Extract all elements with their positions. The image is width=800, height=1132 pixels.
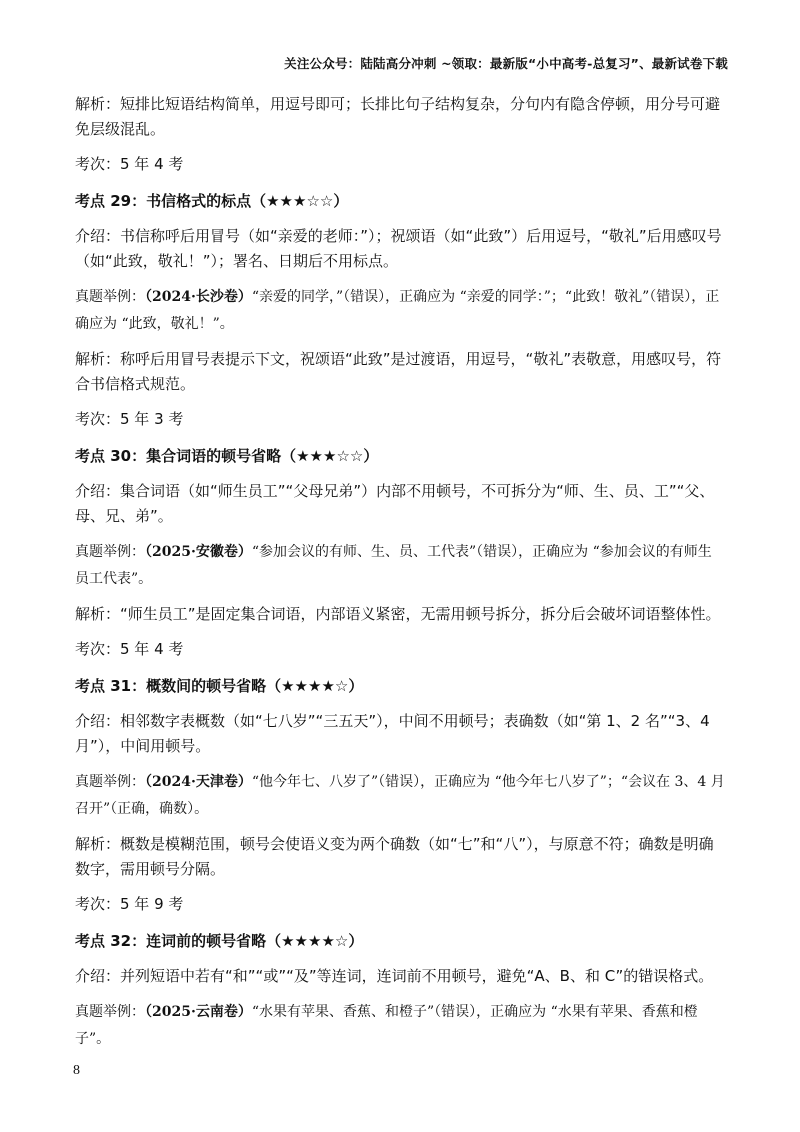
intro-paragraph: 介绍：相邻数字表概数（如“七八岁”“三五天”），中间不用顿号；表确数（如“第 1、2 名”“3、4 月”），中间用顿号。: [75, 712, 710, 755]
example-text: “水果有苹果、香蕉、和橙子”（错误），正确应为 “水果有苹果、香蕉和橙子”。: [75, 1004, 698, 1047]
intro-paragraph: 介绍：书信称呼后用冒号（如“亲爱的老师：”）；祝颂语（如“此致”）后用逗号，“敬礼”后用感叹号（如“此致，敬礼！”）；署名、日期后不用标点。: [75, 227, 722, 270]
page-number: 8: [73, 1063, 80, 1078]
section-heading-31: 考点 31：概数间的顿号省略（★★★★☆）: [75, 677, 364, 695]
example-source: （2025·云南卷）: [145, 1004, 252, 1020]
intro-paragraph: 介绍：集合词语（如“师生员工”“父母兄弟”）内部不用顿号，不可拆分为“师、生、员、工”“父、母、兄、弟”。: [75, 482, 715, 525]
example-label: 真题举例：: [75, 1004, 145, 1020]
analysis-paragraph: 解析：“师生员工”是固定集合词语，内部语义紧密，无需用顿号拆分，拆分后会破坏词语整体性。: [75, 605, 721, 623]
example-text: “亲爱的同学，”（错误），正确应为 “亲爱的同学：”；“此致！敬礼”（错误），正确应为 “此致，敬礼！”。: [75, 289, 720, 332]
exam-frequency: 考次：5 年 4 考: [75, 640, 184, 658]
exam-frequency: 考次：5 年 3 考: [75, 410, 184, 428]
exam-frequency: 考次：5 年 9 考: [75, 895, 184, 913]
example-label: 真题举例：: [75, 544, 145, 560]
example-text: “参加会议的有师、生、员、工代表”（错误），正确应为 “参加会议的有师生员工代表”。: [75, 544, 712, 587]
example-paragraph: [75, 769, 725, 823]
exam-frequency: 考次：5 年 4 考: [75, 155, 184, 173]
example-paragraph: [75, 539, 725, 593]
analysis-paragraph: 解析：概数是模糊范围，顿号会使语义变为两个确数（如“七”和“八”），与原意不符；确数是明确数字，需用顿号分隔。: [75, 835, 714, 878]
example-label: 真题举例：: [75, 774, 145, 790]
section-heading-32: 考点 32：连词前的顿号省略（★★★★☆）: [75, 932, 364, 950]
example-source: （2024·天津卷）: [145, 774, 252, 790]
analysis-paragraph: 解析：称呼后用冒号表提示下文，祝颂语“此致”是过渡语，用逗号，“敬礼”表敬意，用感叹号，符合书信格式规范。: [75, 350, 722, 393]
example-source: （2024·长沙卷）: [145, 289, 252, 305]
intro-paragraph: 介绍：并列短语中若有“和”“或”“及”等连词，连词前不用顿号，避免“A、B、和 C”的错误格式。: [75, 967, 714, 985]
example-paragraph: [75, 999, 725, 1053]
section-heading-30: 考点 30：集合词语的顿号省略（★★★☆☆）: [75, 447, 379, 465]
analysis-paragraph: 解析：短排比短语结构简单，用逗号即可；长排比句子结构复杂，分句内有隐含停顿，用分号可避免层级混乱。: [75, 95, 721, 138]
example-paragraph: [75, 284, 725, 338]
example-text: “他今年七、八岁了”（错误），正确应为 “他今年七八岁了”；“会议在 3、4 月召开”（正确，确数）。: [75, 774, 725, 817]
example-source: （2025·安徽卷）: [145, 544, 252, 560]
section-heading-29: 考点 29：书信格式的标点（★★★☆☆）: [75, 192, 349, 210]
page-header: 关注公众号：陆陆高分冲刺 ~领取：最新版“小中高考-总复习”、最新试卷下载: [284, 56, 728, 71]
example-label: 真题举例：: [75, 289, 145, 305]
document-body: [75, 92, 725, 1062]
